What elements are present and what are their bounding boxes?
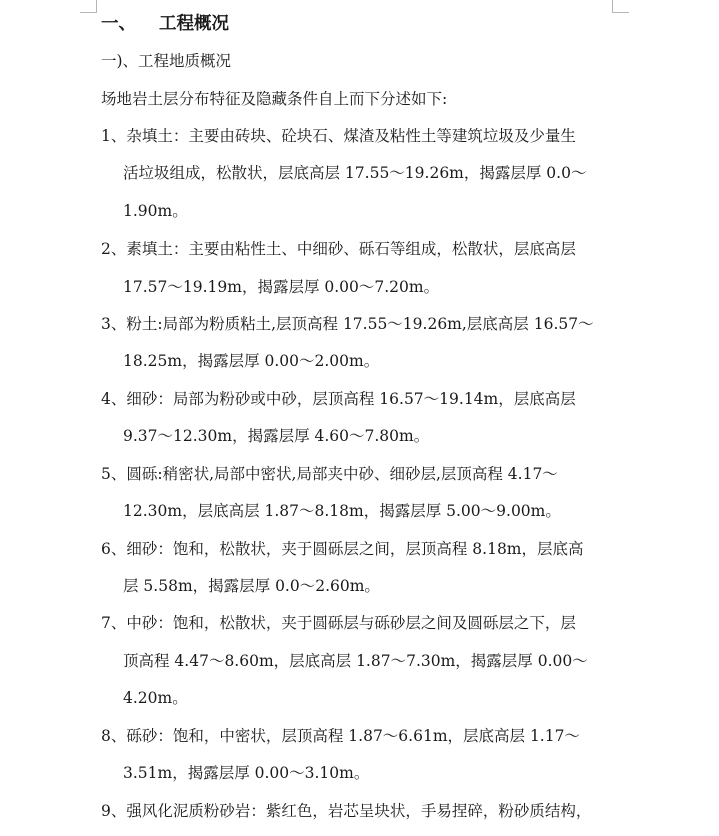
- list-item-line: 4、细砂：局部为粉砂或中砂，层顶高程 16.57～19.14m，层底高层: [101, 390, 576, 408]
- list-item-line: 1.90m。: [123, 202, 188, 220]
- subsection-heading: 一)、工程地质概况: [101, 52, 232, 70]
- list-item-line: 3、粉土:局部为粉质粘土,层顶高程 17.55～19.26m,层底高层 16.57～: [101, 315, 594, 333]
- section-heading: [101, 14, 229, 34]
- section-number: 一、: [101, 14, 136, 34]
- list-item-line: 4.20m。: [123, 689, 188, 707]
- list-item-line: 1、杂填土：主要由砖块、砼块石、煤渣及粘性土等建筑垃圾及少量生: [101, 127, 576, 145]
- list-item-line: 9、强风化泥质粉砂岩：紫红色，岩芯呈块状，手易捏碎，粉砂质结构，: [101, 802, 592, 820]
- list-item-line: 2、素填土：主要由粘性土、中细砂、砾石等组成，松散状，层底高层: [101, 240, 576, 258]
- list-item-line: 17.57～19.19m，揭露层厚 0.00～7.20m。: [123, 278, 440, 296]
- list-item-line: 12.30m，层底高层 1.87～8.18m，揭露层厚 5.00～9.00m。: [123, 502, 561, 520]
- list-item-line: 顶高程 4.47～8.60m，层底高层 1.87～7.30m，揭露层厚 0.00～: [123, 652, 588, 670]
- list-item-line: 活垃圾组成，松散状，层底高层 17.55～19.26m，揭露层厚 0.0～: [123, 164, 587, 182]
- list-item-line: 5、圆砾:稍密状,局部中密状,局部夹中砂、细砂层,层顶高程 4.17～: [101, 465, 558, 483]
- list-item-line: 9.37～12.30m，揭露层厚 4.60～7.80m。: [123, 427, 430, 445]
- list-item-line: 18.25m，揭露层厚 0.00～2.00m。: [123, 352, 380, 370]
- page-corner-mark-left: [80, 0, 97, 13]
- intro-paragraph: 场地岩土层分布特征及隐藏条件自上而下分述如下:: [101, 90, 448, 108]
- list-item-line: 3.51m，揭露层厚 0.00～3.10m。: [123, 764, 370, 782]
- page-corner-mark-right: [612, 0, 629, 13]
- list-item-line: 7、中砂：饱和，松散状，夹于圆砾层与砾砂层之间及圆砾层之下，层: [101, 614, 576, 632]
- list-item-line: 6、细砂：饱和，松散状，夹于圆砾层之间，层顶高程 8.18m，层底高: [101, 540, 584, 558]
- list-item-line: 8、砾砂：饱和，中密状，层顶高程 1.87～6.61m，层底高层 1.17～: [101, 727, 580, 745]
- list-item-line: 层 5.58m，揭露层厚 0.0～2.60m。: [123, 577, 380, 595]
- section-title: 工程概况: [159, 14, 229, 34]
